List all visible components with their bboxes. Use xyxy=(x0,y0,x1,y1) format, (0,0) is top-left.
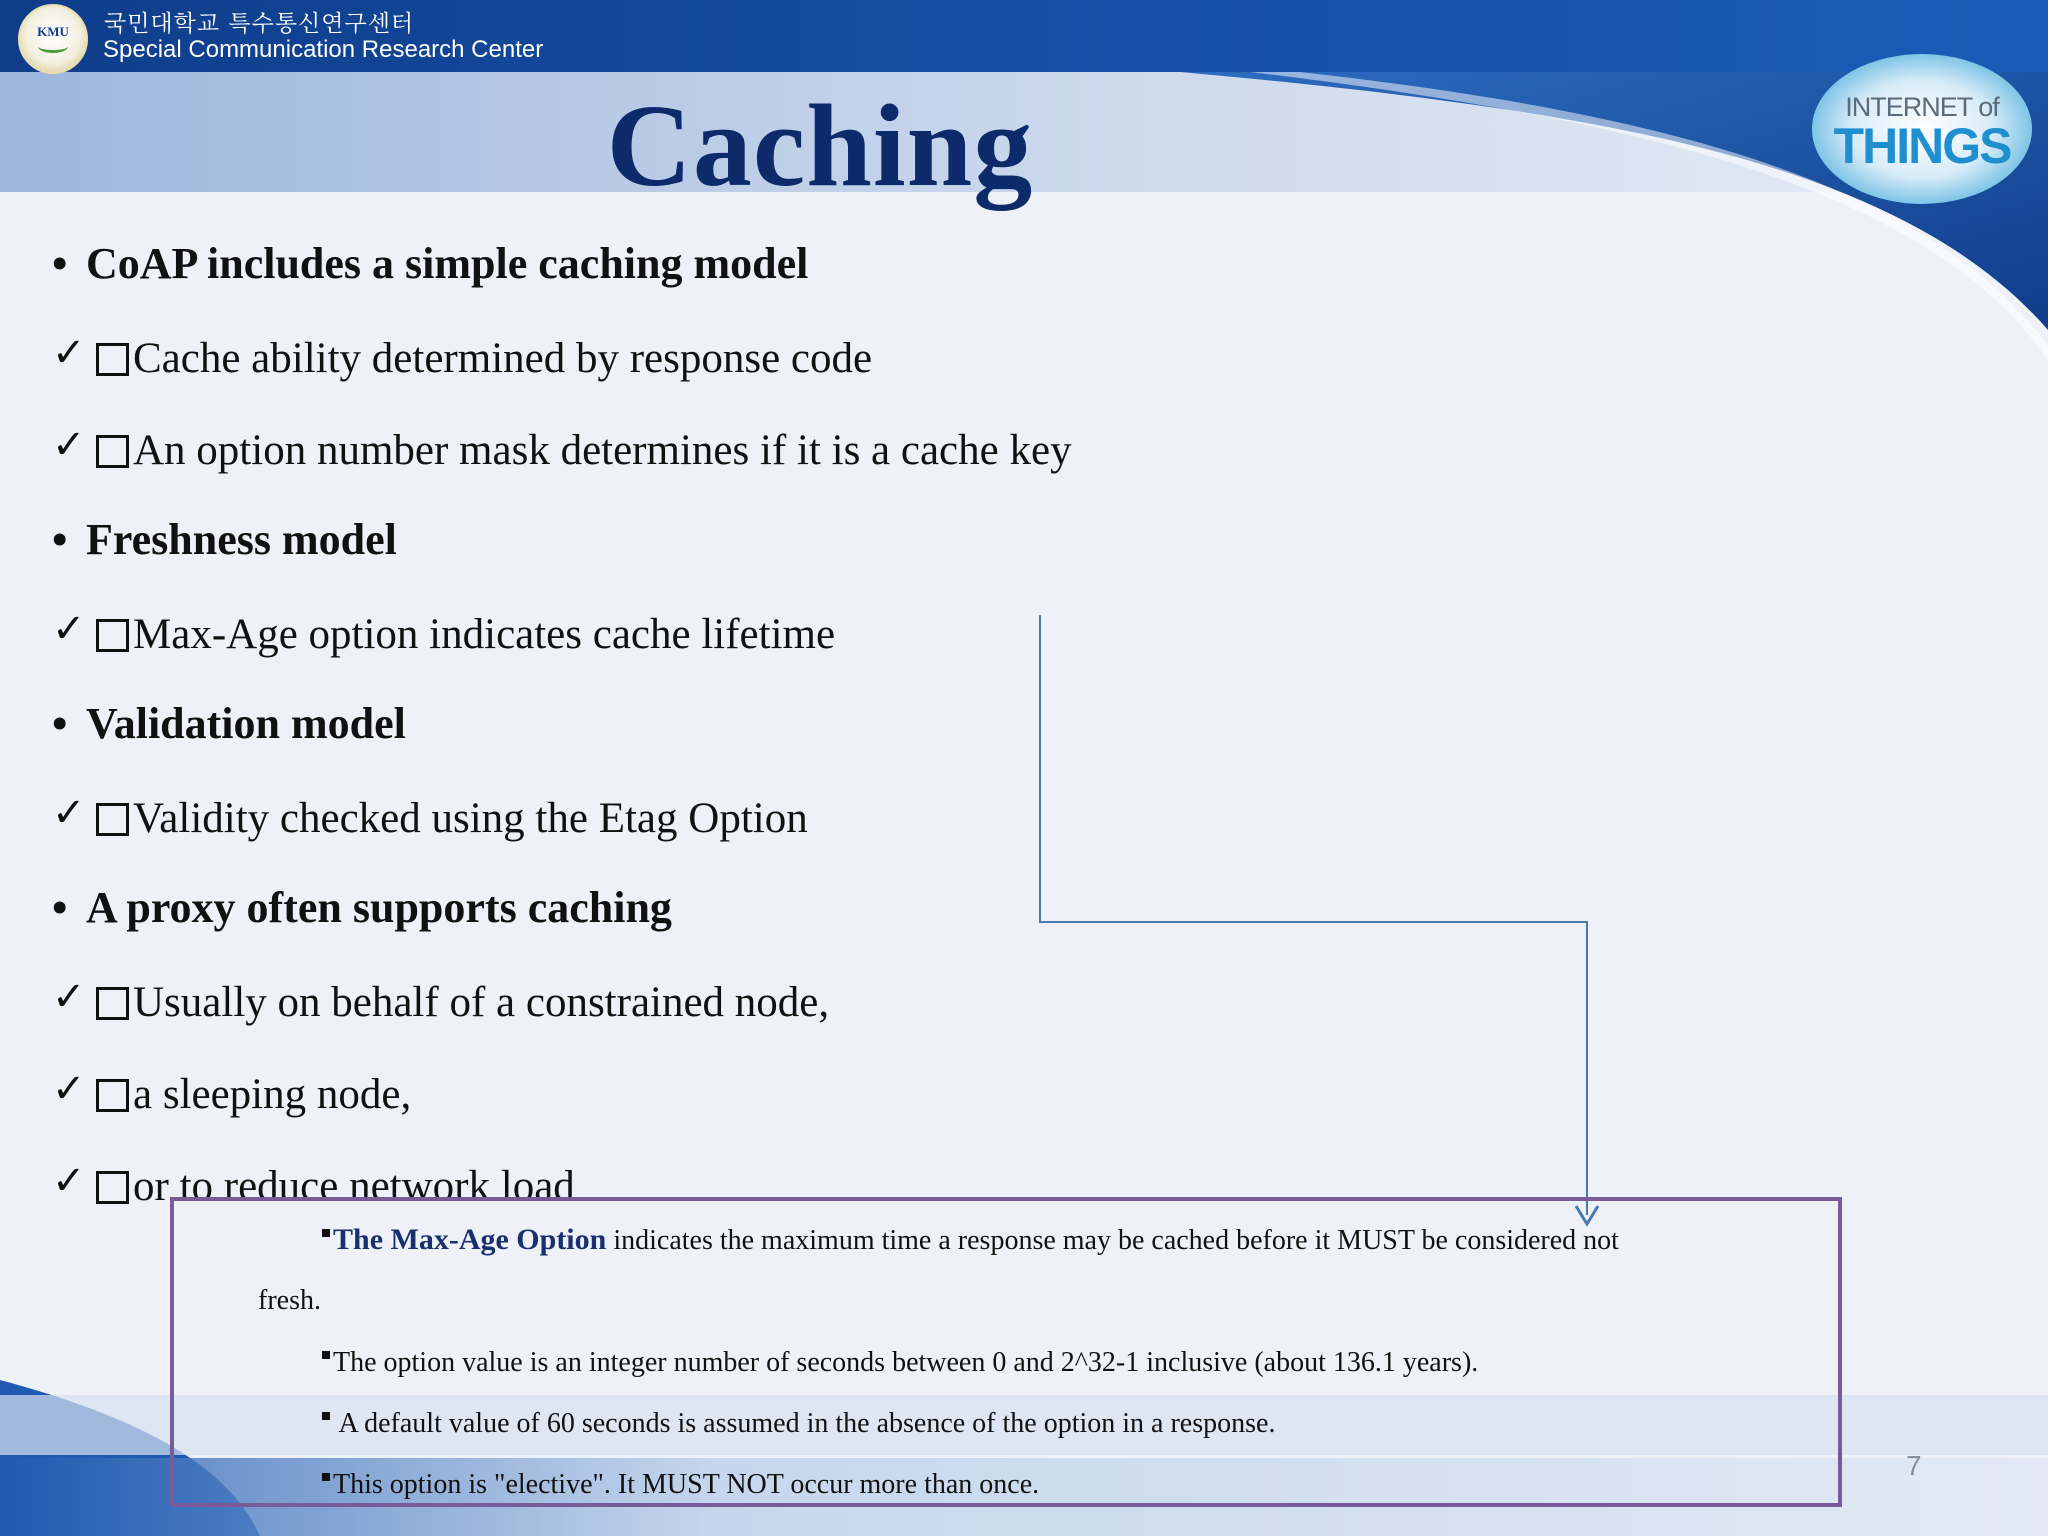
callout-line-4 xyxy=(322,1469,1039,1501)
checkmark-icon: ✓ xyxy=(52,330,86,376)
sub-bullet-item xyxy=(52,974,829,1044)
kmu-logo xyxy=(18,4,88,74)
callout-text: indicates the maximum time a response may be cached before it MUST be considered not xyxy=(606,1225,1619,1256)
bullet-dot-icon: • xyxy=(52,699,68,748)
bullet-item xyxy=(52,514,397,584)
callout-line-3 xyxy=(322,1408,1275,1440)
sub-bullet-item xyxy=(52,606,835,676)
callout-line-2 xyxy=(322,1347,1478,1379)
iot-badge-line2: THINGS xyxy=(1833,118,2011,174)
callout-line-1 xyxy=(322,1223,1619,1257)
sub-bullet-text: Validity checked using the Etag Option xyxy=(133,795,808,842)
checkmark-icon: ✓ xyxy=(52,974,86,1020)
callout-highlight: The Max-Age Option xyxy=(333,1223,607,1256)
callout-line-1-continued: fresh. xyxy=(258,1285,321,1316)
checkbox-icon xyxy=(96,1171,129,1204)
callout-text: A default value of 60 seconds is assumed in the absence of the option in a response. xyxy=(333,1408,1276,1439)
sub-bullet-text: Max-Age option indicates cache lifetime xyxy=(133,611,836,658)
bullet-item xyxy=(52,882,672,952)
checkbox-icon xyxy=(96,619,129,652)
square-bullet-icon xyxy=(322,1473,330,1481)
checkbox-icon xyxy=(96,435,129,468)
checkbox-icon xyxy=(96,1079,129,1112)
checkbox-icon xyxy=(96,803,129,836)
square-bullet-icon xyxy=(322,1351,330,1359)
logo-text: KMU xyxy=(37,24,69,39)
org-name-korean: 국민대학교 특수통신연구센터 xyxy=(104,11,415,37)
square-bullet-icon xyxy=(322,1412,330,1420)
iot-badge-line1: INTERNET of xyxy=(1845,92,1999,122)
checkmark-icon: ✓ xyxy=(52,606,86,652)
square-bullet-icon xyxy=(322,1229,330,1237)
checkmark-icon: ✓ xyxy=(52,790,86,836)
page-number: 7 xyxy=(1906,1450,1922,1481)
callout-text: This option is "elective". It MUST NOT occur more than once. xyxy=(333,1469,1040,1500)
checkmark-icon: ✓ xyxy=(52,1158,86,1204)
logo-leaf-icon xyxy=(38,40,68,53)
checkmark-icon: ✓ xyxy=(52,422,86,468)
bullet-item xyxy=(52,238,808,308)
bullet-text: Freshness model xyxy=(86,515,397,564)
callout-text: The option value is an integer number of seconds between 0 and 2^32-1 inclusive (about 136.1 years). xyxy=(333,1347,1479,1378)
sub-bullet-text: a sleeping node, xyxy=(133,1071,412,1118)
sub-bullet-item xyxy=(52,422,1072,492)
checkbox-icon xyxy=(96,987,129,1020)
bullet-dot-icon: • xyxy=(52,515,68,564)
slide-title: Caching xyxy=(606,80,1034,211)
bullet-item xyxy=(52,698,406,768)
checkmark-icon: ✓ xyxy=(52,1066,86,1112)
sub-bullet-item xyxy=(52,790,808,860)
sub-bullet-item xyxy=(52,1066,411,1136)
sub-bullet-text: An option number mask determines if it is a cache key xyxy=(133,427,1072,474)
bullet-text: CoAP includes a simple caching model xyxy=(86,239,809,288)
bullet-dot-icon: • xyxy=(52,883,68,932)
bullet-dot-icon: • xyxy=(52,239,68,288)
iot-badge-icon xyxy=(1812,54,2032,204)
bullet-text: Validation model xyxy=(86,699,406,748)
sub-bullet-text: Usually on behalf of a constrained node, xyxy=(133,979,830,1026)
checkbox-icon xyxy=(96,343,129,376)
max-age-callout xyxy=(170,1197,1842,1507)
sub-bullet-item xyxy=(52,330,872,400)
org-name-english: Special Communication Research Center xyxy=(103,36,544,63)
header-bar xyxy=(0,0,2048,72)
bullet-text: A proxy often supports caching xyxy=(86,883,672,932)
sub-bullet-text: or to reduce network load xyxy=(133,1163,575,1210)
sub-bullet-text: Cache ability determined by response code xyxy=(133,335,873,382)
